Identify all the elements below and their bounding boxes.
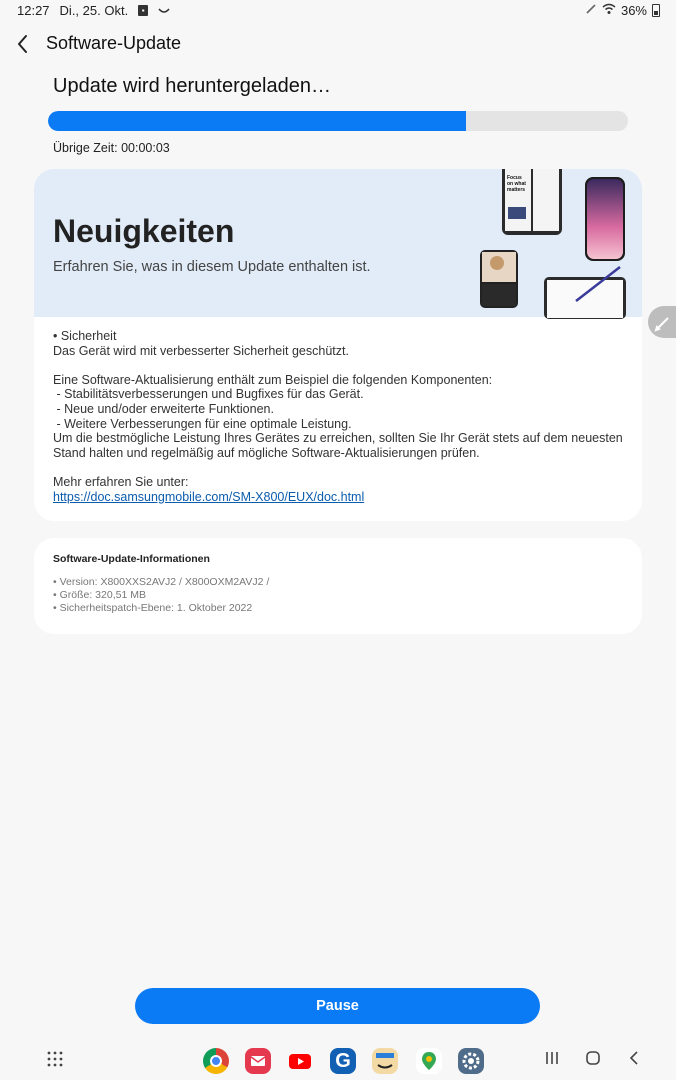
home-icon <box>585 1050 601 1066</box>
foldable-device-image <box>502 169 562 235</box>
pause-button[interactable]: Pause <box>135 988 540 1024</box>
pencil-icon <box>648 306 676 338</box>
news-body <box>53 329 633 504</box>
news-lines <box>53 329 633 490</box>
app-header <box>0 28 676 60</box>
news-line: - Stabilitätsverbesserungen und Bugfixes für das Gerät. <box>53 387 364 402</box>
settings-icon[interactable] <box>458 1048 484 1074</box>
navigation-bar <box>0 1040 676 1080</box>
info-version: • Version: X800XXS2AVJ2 / X800OXM2AVJ2 / <box>53 576 270 588</box>
amazon-icon[interactable] <box>372 1048 398 1074</box>
battery-percent: 36% <box>620 3 647 18</box>
news-line <box>53 460 633 475</box>
doc-link[interactable]: https://doc.samsungmobile.com/SM-X800/EUX/doc.html <box>53 489 365 504</box>
news-line: - Weitere Verbesserungen für eine optimale Leistung. <box>53 416 352 431</box>
download-title: Update wird heruntergeladen… <box>53 75 331 97</box>
phone-image <box>585 177 625 261</box>
page-title: Software-Update <box>46 33 182 53</box>
info-size: • Größe: 320,51 MB <box>53 589 146 601</box>
news-banner <box>34 169 642 317</box>
news-card <box>34 169 642 521</box>
info-security-patch: • Sicherheitspatch-Ebene: 1. Oktober 2022 <box>53 602 253 614</box>
pen-status-icon <box>585 3 597 18</box>
smile-notification-icon <box>158 3 170 18</box>
date: Di., 25. Okt. <box>59 3 129 18</box>
promo-text: Focus on what matters <box>507 175 526 193</box>
news-line: - Neue und/oder erweiterte Funktionen. <box>53 401 274 416</box>
nav-back-button[interactable] <box>626 1050 642 1071</box>
wifi-icon <box>602 3 616 18</box>
flip-phone-image <box>480 250 518 308</box>
news-line: Mehr erfahren Sie unter: <box>53 474 189 489</box>
youtube-icon[interactable] <box>287 1048 313 1074</box>
info-heading: Software-Update-Informationen <box>53 553 210 565</box>
recent-apps-button[interactable] <box>544 1050 560 1071</box>
battery-icon <box>652 4 660 17</box>
back-button[interactable] <box>12 30 36 58</box>
progress-fill <box>48 111 466 131</box>
download-progress-bar <box>48 111 628 131</box>
grid-dots-icon <box>46 1050 64 1068</box>
chrome-icon[interactable] <box>203 1048 229 1074</box>
maps-icon[interactable] <box>416 1048 442 1074</box>
stylus-icon <box>574 265 622 303</box>
news-line: Um die bestmögliche Leistung Ihres Gerätes zu erreichen, sollten Sie Ihr Gerät stets auf dem neuesten <box>53 431 623 446</box>
clock: 12:27 <box>17 3 50 18</box>
app-drawer-button[interactable] <box>46 1050 64 1073</box>
news-line: Das Gerät wird mit verbesserter Sicherheit geschützt. <box>53 343 349 358</box>
edge-panel-handle[interactable] <box>648 306 676 338</box>
recents-icon <box>544 1050 560 1066</box>
news-line: Eine Software-Aktualisierung enthält zum Beispiel die folgenden Komponenten: <box>53 372 493 387</box>
status-bar <box>0 0 676 22</box>
news-line: Stand halten und regelmäßig auf mögliche Software-Aktualisierungen prüfen. <box>53 445 480 460</box>
back-icon <box>626 1050 642 1066</box>
info-list <box>53 576 269 615</box>
news-heading: Neuigkeiten <box>53 213 235 249</box>
news-line <box>53 358 633 373</box>
g-app-icon[interactable]: G <box>330 1048 356 1074</box>
home-button[interactable] <box>585 1050 601 1071</box>
remaining-time: Übrige Zeit: 00:00:03 <box>53 141 170 155</box>
notification-app-icon: ▪ <box>138 5 148 16</box>
mail-icon[interactable] <box>245 1048 271 1074</box>
chevron-left-icon <box>12 30 36 58</box>
update-info-card <box>34 538 642 634</box>
news-subtitle: Erfahren Sie, was in diesem Update enthalten ist. <box>53 259 371 275</box>
news-line: • Sicherheit <box>53 329 117 343</box>
